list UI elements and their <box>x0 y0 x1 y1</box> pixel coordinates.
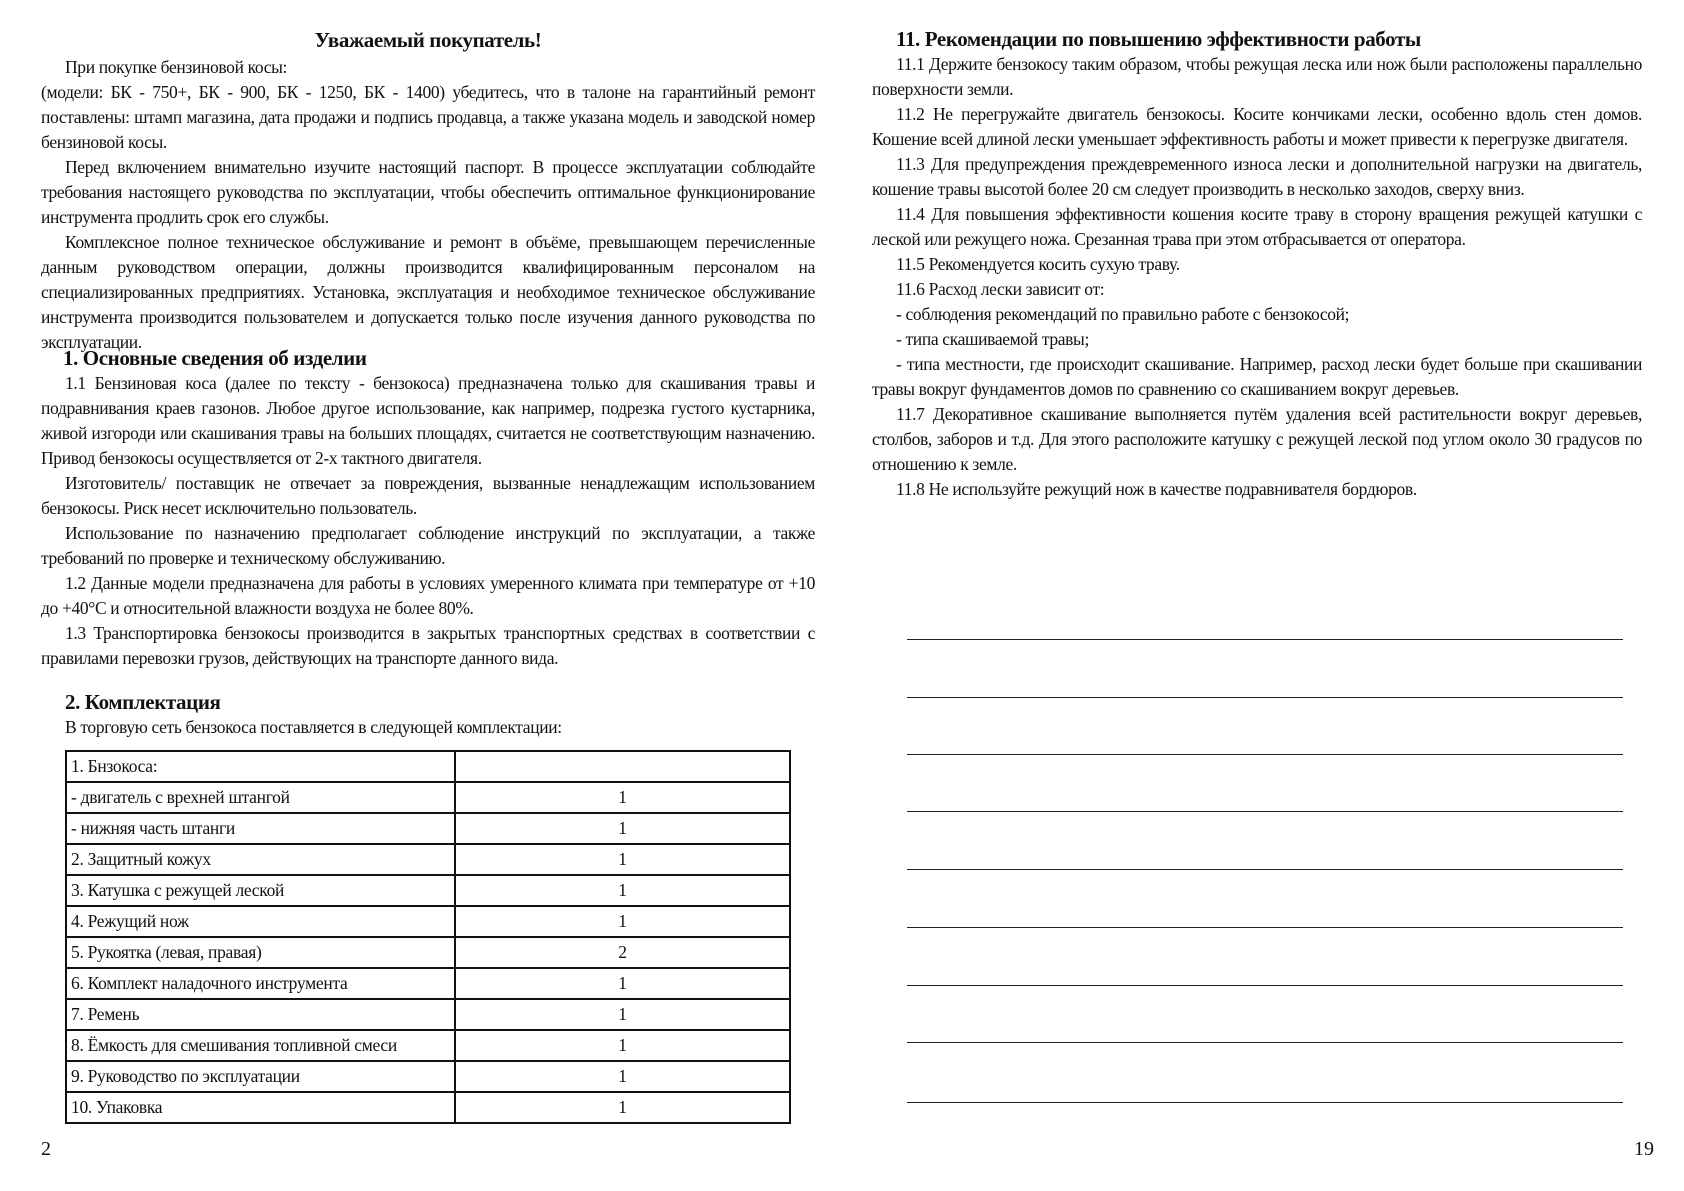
section-1-paragraph: Изготовитель/ поставщик не отвечает за повреждения, вызванные ненадлежащим использованием бензокосы. Риск несет исключительно пользователь. <box>41 473 815 518</box>
note-line <box>907 811 1623 812</box>
item-cell: 9. Руководство по эксплуатации <box>66 1061 455 1092</box>
contents-table <box>65 750 791 1124</box>
section-1-paragraph: 1.3 Транспортировка бензокосы производится в закрытых транспортных средствах в соответствии с правилами перевозки грузов, действующих на транспорте данного вида. <box>41 623 815 668</box>
item-cell: 2. Защитный кожух <box>66 844 455 875</box>
qty-cell: 1 <box>455 1030 790 1061</box>
table-row <box>66 968 790 999</box>
recommendation-paragraph: 11.6 Расход лески зависит от: <box>896 279 1105 299</box>
section-2-heading: 2. Комплектация <box>65 690 221 714</box>
table-row <box>66 875 790 906</box>
table-row <box>66 1092 790 1123</box>
qty-cell: 1 <box>455 1092 790 1123</box>
qty-cell: 1 <box>455 906 790 937</box>
table-row <box>66 1061 790 1092</box>
item-cell: - двигатель с врехней штангой <box>66 782 455 813</box>
qty-cell: 2 <box>455 937 790 968</box>
qty-cell: 1 <box>455 1061 790 1092</box>
section-1-heading: 1. Основные сведения об изделии <box>63 346 367 370</box>
item-cell: - нижняя часть штанги <box>66 813 455 844</box>
note-line <box>907 754 1623 755</box>
left-page-intro <box>41 28 815 355</box>
section-1 <box>41 346 815 671</box>
table-row <box>66 751 790 782</box>
intro-paragraph: При покупке бензиновой косы: <box>65 57 288 77</box>
page-number-right: 19 <box>1634 1138 1654 1160</box>
item-cell: 10. Упаковка <box>66 1092 455 1123</box>
qty-cell: 1 <box>455 844 790 875</box>
section-2-intro: В торговую сеть бензокоса поставляется в следующей комплектации: <box>65 717 562 737</box>
table-row <box>66 782 790 813</box>
note-line <box>907 927 1623 928</box>
section-2 <box>41 690 815 740</box>
note-line <box>907 985 1623 986</box>
page-number-left: 2 <box>41 1138 51 1160</box>
intro-paragraph: Комплексное полное техническое обслуживание и ремонт в объёме, превышающем перечисленные данным руководством операции, должны производится квалифицированным персоналом на специализированных предприятиях. Установка, эксплуатация и необходимое техническое обслуживание инструмента производится пользователем и допускается только после изучения данного руководства по эксплуатации. <box>41 232 815 352</box>
qty-cell: 1 <box>455 813 790 844</box>
item-cell: 8. Ёмкость для смешивания топливной смеси <box>66 1030 455 1061</box>
table-row <box>66 1030 790 1061</box>
table-row <box>66 937 790 968</box>
item-cell: 7. Ремень <box>66 999 455 1030</box>
recommendation-paragraph: 11.5 Рекомендуется косить сухую траву. <box>896 254 1180 274</box>
note-line <box>907 1042 1623 1043</box>
recommendation-paragraph: 11.3 Для предупреждения преждевременного износа лески и дополнительной нагрузки на двигатель, кошение травы высотой более 20 см следует производить в несколько заходов, сверху вниз. <box>872 154 1642 199</box>
item-cell: 4. Режущий нож <box>66 906 455 937</box>
recommendation-paragraph: 11.2 Не перегружайте двигатель бензокосы. Косите кончиками лески, особенно вдоль стен домов. Кошение всей длиной лески уменьшает эффективность работы и может привести к перегрузке двигателя. <box>872 104 1642 149</box>
recommendation-paragraph: - соблюдения рекомендаций по правильно работе с бензокосой; <box>896 304 1350 324</box>
recommendation-paragraph: 11.7 Декоративное скашивание выполняется путём удаления всей растительности вокруг деревьев, столбов, заборов и т.д. Для этого расположите катушку с режущей леской под углом около 30 градусов по отношению к земле. <box>872 404 1642 474</box>
qty-cell: 1 <box>455 999 790 1030</box>
page-title: Уважаемый покупатель! <box>314 28 542 52</box>
note-line <box>907 869 1623 870</box>
item-cell: 1. Бнзокоса: <box>66 751 455 782</box>
section-1-paragraph: 1.2 Данные модели предназначена для работы в условиях умеренного климата при температуре от +10 до +40°С и относительной влажности воздуха не более 80%. <box>41 573 815 618</box>
qty-cell: 1 <box>455 782 790 813</box>
item-cell: 5. Рукоятка (левая, правая) <box>66 937 455 968</box>
table-row <box>66 813 790 844</box>
recommendation-paragraph: - типа местности, где происходит скашивание. Например, расход лески будет больше при скашивании травы вокруг фундаментов домов по сравнению со скашиванием вокруг деревьев. <box>872 354 1642 399</box>
qty-cell: 1 <box>455 875 790 906</box>
qty-cell: 1 <box>455 968 790 999</box>
intro-paragraph: Перед включением внимательно изучите настоящий паспорт. В процессе эксплуатации соблюдайте требования настоящего руководства по эксплуатации, чтобы обеспечить оптимальное функционирование инструмента продлить срок его службы. <box>41 157 815 227</box>
section-1-paragraph: Использование по назначению предполагает соблюдение инструкций по эксплуатации, а также требований по проверке и техническому обслуживанию. <box>41 523 815 568</box>
item-cell: 6. Комплект наладочного инструмента <box>66 968 455 999</box>
section-11-heading: 11. Рекомендации по повышению эффективности работы <box>896 27 1421 51</box>
recommendation-paragraph: 11.8 Не используйте режущий нож в качестве подравнивателя бордюров. <box>896 479 1417 499</box>
table-row <box>66 999 790 1030</box>
table-row <box>66 844 790 875</box>
recommendation-paragraph: 11.1 Держите бензокосу таким образом, чтобы режущая леска или нож были расположены параллельно поверхности земли. <box>872 54 1642 99</box>
recommendation-paragraph: 11.4 Для повышения эффективности кошения косите траву в сторону вращения режущей катушки с леской или режущего ножа. Срезанная трава при этом отбрасывается от оператора. <box>872 204 1642 249</box>
note-line <box>907 697 1623 698</box>
qty-cell <box>455 751 790 782</box>
note-line <box>907 1102 1623 1103</box>
section-11 <box>872 27 1642 502</box>
intro-paragraph: (модели: БК - 750+, БК - 900, БК - 1250, БК - 1400) убедитесь, что в талоне на гарантийный ремонт поставлены: штамп магазина, дата продажи и подпись продавца, а также указана модель и заводской номер бензиновой косы. <box>41 82 815 152</box>
section-1-paragraph: 1.1 Бензиновая коса (далее по тексту - бензокоса) предназначена только для скашивания травы и подравнивания краев газонов. Любое другое использование, как например, подрезка густого кустарника, живой изгороди или скашивания травы на больших площадях, считается не соответствующим назначению. Привод бензокосы осуществляется от 2-х тактного двигателя. <box>41 373 815 468</box>
recommendation-paragraph: - типа скашиваемой травы; <box>896 329 1089 349</box>
note-line <box>907 639 1623 640</box>
item-cell: 3. Катушка с режущей леской <box>66 875 455 906</box>
table-row <box>66 906 790 937</box>
